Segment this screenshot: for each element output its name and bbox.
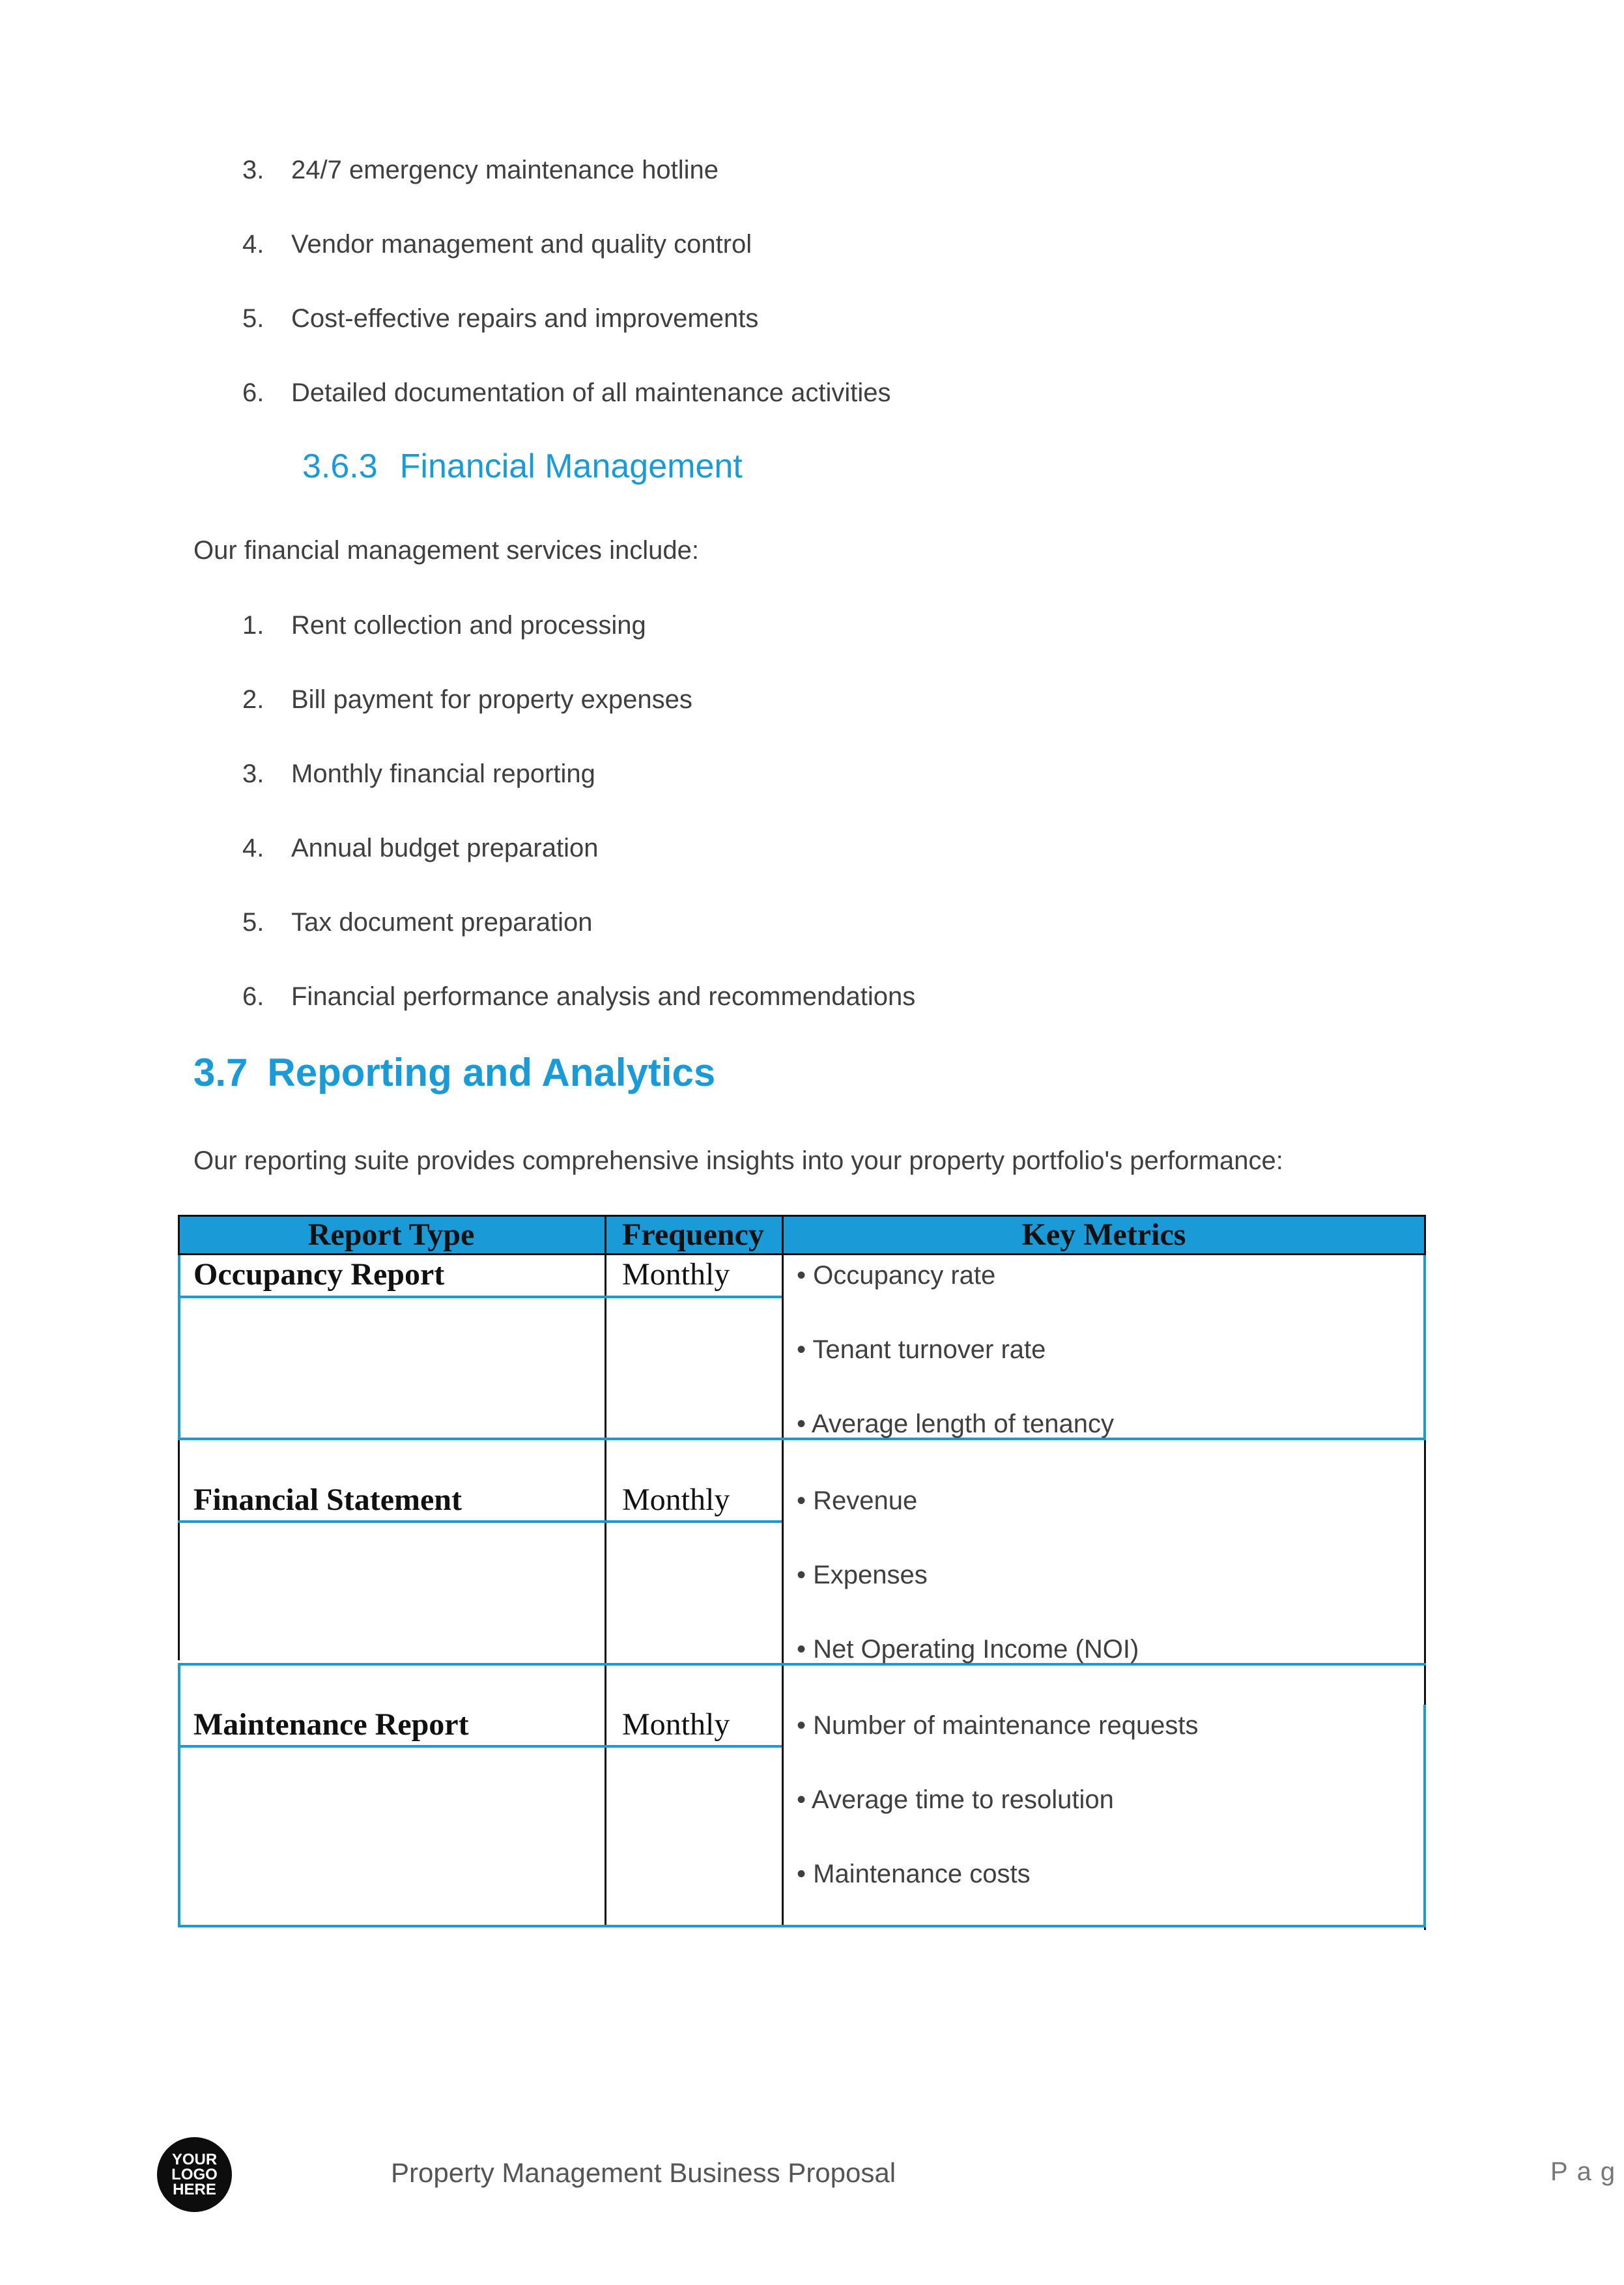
metric-item: • Tenant turnover rate [797,1335,1046,1364]
section-title: Reporting and Analytics [267,1051,716,1094]
metric-item: • Expenses [797,1561,928,1589]
metric-item: • Revenue [797,1486,918,1515]
table-border [1423,1255,1426,1439]
reporting-analytics-heading [193,1050,715,1095]
footer-page-label: Pag [1550,2157,1624,2186]
financial-intro: Our financial management services include: [193,536,699,565]
company-logo [157,2137,232,2212]
reports-table [178,1215,1426,1927]
column-divider [605,1215,606,1927]
section-number: 3.7 [193,1051,248,1094]
table-border [178,1664,180,1927]
section-number: 3.6.3 [302,447,378,485]
report-type-cell: Occupancy Report [193,1257,445,1292]
list-text: Bill payment for property expenses [291,685,692,714]
column-divider [782,1215,784,1927]
metric-item: • Occupancy rate [797,1261,996,1290]
cell-underline [178,1296,782,1298]
table-border [1423,1705,1426,1927]
cell-underline [178,1520,782,1523]
list-number: 4. [242,834,264,862]
list-text: Cost-effective repairs and improvements [291,304,759,333]
list-text: 24/7 emergency maintenance hotline [291,156,719,184]
logo-text: YOUR [171,2151,218,2168]
list-text: Annual budget preparation [291,834,599,862]
logo-text: HERE [173,2181,216,2198]
table-border [178,1255,180,1439]
list-number: 3. [242,156,264,184]
table-header-report-type: Report Type [307,1217,475,1252]
list-number: 1. [242,611,264,640]
report-type-cell: Maintenance Report [193,1707,469,1742]
list-number: 5. [242,304,264,333]
frequency-cell: Monthly [622,1707,730,1742]
frequency-cell: Monthly [622,1257,730,1292]
list-text: Monthly financial reporting [291,759,595,788]
list-number: 5. [242,908,264,937]
list-text: Rent collection and processing [291,611,646,640]
list-text: Tax document preparation [291,908,593,937]
table-border [178,1925,1426,1927]
metric-item: • Number of maintenance requests [797,1711,1199,1740]
list-number: 2. [242,685,264,714]
metric-item: • Maintenance costs [797,1860,1031,1888]
reporting-intro: Our reporting suite provides comprehensive insights into your property portfolio's performance: [193,1146,1283,1175]
financial-management-heading [302,447,743,486]
table-header-key-metrics: Key Metrics [1021,1217,1186,1252]
list-text: Detailed documentation of all maintenance activities [291,378,891,407]
metric-item: • Net Operating Income (NOI) [797,1635,1139,1664]
metric-item: • Average time to resolution [797,1785,1114,1814]
cell-underline [178,1745,782,1748]
frequency-cell: Monthly [622,1483,730,1517]
list-text: Financial performance analysis and recommendations [291,982,916,1011]
list-number: 4. [242,230,264,259]
list-text: Vendor management and quality control [291,230,752,259]
list-number: 6. [242,378,264,407]
table-header-frequency: Frequency [622,1217,764,1252]
report-type-cell: Financial Statement [193,1483,462,1517]
metric-item: • Average length of tenancy [797,1410,1114,1438]
column-divider [178,1439,180,1660]
section-title: Financial Management [399,447,743,485]
logo-text: LOGO [171,2166,218,2183]
footer-document-title: Property Management Business Proposal [391,2157,896,2188]
list-number: 3. [242,759,264,788]
list-number: 6. [242,982,264,1011]
